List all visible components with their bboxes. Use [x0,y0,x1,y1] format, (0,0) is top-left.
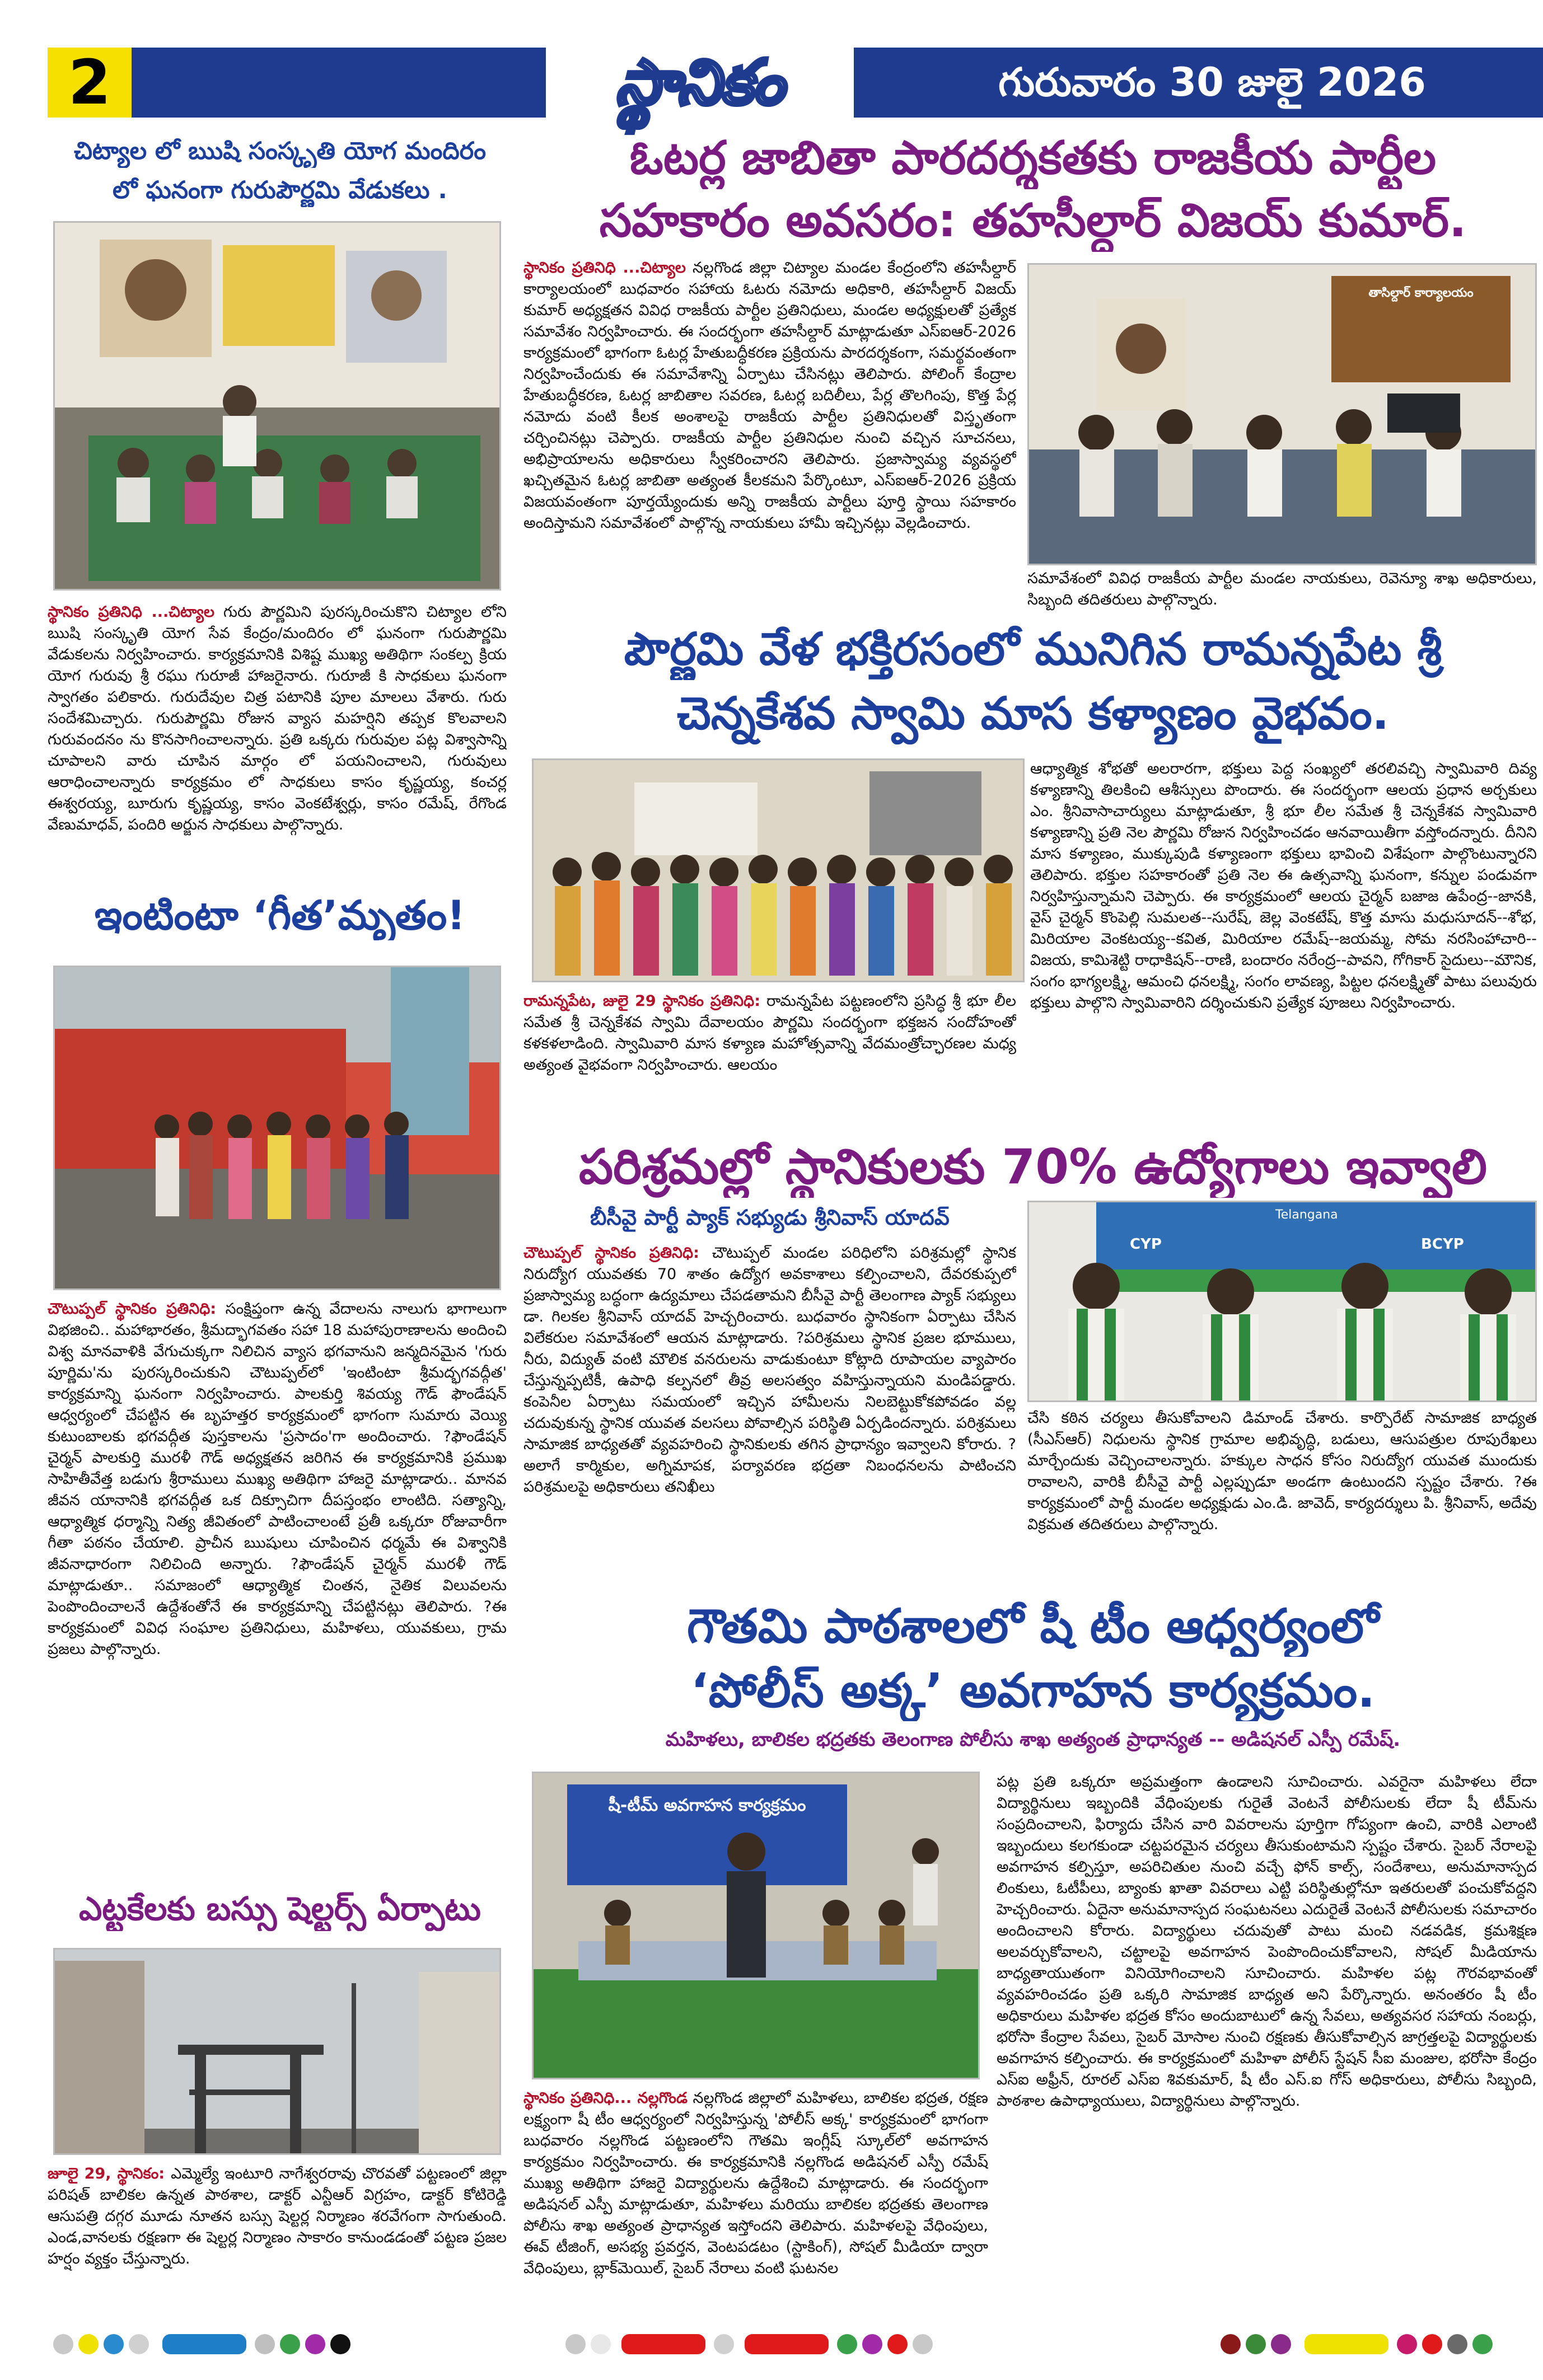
yoga-photo [53,221,501,591]
page-number: 2 [68,46,111,118]
bus-dateline: జూలై 29, స్థానికం: [48,2165,171,2182]
reg-bar [1304,2334,1388,2354]
reg-dot [53,2334,73,2354]
police-body-right: పట్ల ప్రతి ఒక్కరూ అప్రమత్తంగా ఉండాలని సూచించారు. ఎవరైనా మహిళలు లేదా విద్యార్థినులు ఇబ్బందికి వేధింపులకు గురైతే వెంటనే పోలీసులకు లేదా షీ టీమ్‌ను సంప్రదించాలని, ఫిర్యాదు చేసిన వారి వివరాలను పూర్తిగా గోప్యంగా ఉంచి, వారికి ఎలాంటి ఇబ్బందులు కలగకుండా చట్టపరమైన చర్యలు తీసుకుంటామని స్పష్టం చేశారు. సైబర్ నేరాలపై అవగాహన కల్పిస్తూ, అపరిచితుల నుంచి వచ్చే ఫోన్ కాల్స్, సందేశాలు, అనుమానాస్పద లింకులు, ఓటీపీలు, బ్యాంకు ఖాతా వివరాలు ఎట్టి పరిస్థితుల్లోనూ ఇతరులతో పంచుకోవద్దని హెచ్చరించారు. ఏదైనా అనుమానాస్పద సంఘటనలు ఎదురైతే వెంటనే పోలీసులకు సమాచారం అందించాలని కోరారు. విద్యార్థులు చదువుతో పాటు మంచి నడవడిక, క్రమశిక్షణ అలవర్చుకోవాలని, చట్టాలపై అవగాహన పెంపొందించుకోవాలని, సోషల్ మీడియాను బాధ్యతాయుతంగా వినియోగించాలని సూచించారు. మహిళల పట్ల గౌరవభావంతో వ్యవహరించడం ప్రతి ఒక్కరి సామాజిక బాధ్యత అని పేర్కొన్నారు. అనంతరం షీ టీం అధికారులు మహిళల భద్రత కోసం అందుబాటులో ఉన్న సేవలు, అత్యవసర సహాయ నంబర్లు, భరోసా కేంద్రాల సేవలు, సైబర్ మోసాల నుంచి రక్షణకు తీసుకోవాల్సిన జాగ్రత్తలపై విద్యార్థులకు అవగాహన కల్పించారు. ఈ కార్యక్రమంలో మహిళా పోలీస్ స్టేషన్ సీఐ మంజుల, భరోసా కేంద్రం ఎస్ఐ అఫ్రీన్, రూరల్ ఎస్ఐ శివకుమార్, షీ టీం ఎస్.ఐ గోస్ అధికారులు, పోలీసు సిబ్బంది, పాఠశాల ఉపాధ్యాయులు, విద్యార్థినులు పాల్గొన్నారు. [997,1773,1537,2110]
reg-dot [1447,2334,1467,2354]
temple-body-right: ఆధ్యాత్మిక శోభతో అలరారగా, భక్తులు పెద్ద సంఖ్యలో తరలివచ్చి స్వామివారి దివ్య కళ్యాణాన్ని తిలకించి ఆశీస్సులు పొందారు. ఈ సందర్భంగా ఆలయ ప్రధాన అర్చకులు ఎం. శ్రీనివాసాచార్యులు మాట్లాడుతూ, శ్రీ భూ లీల సమేత శ్రీ చెన్నకేశవ స్వామివారి కళ్యాణాన్ని ప్రతి నెల పౌర్ణమి రోజున నిర్వహించడం ఆనవాయితీగా వస్తోందన్నారు. దీనిని మాస కళ్యాణం, ముక్కుపుడి కళ్యాణంగా భక్తులు భావించి విశేషంగా పాల్గొంటున్నారని తెలిపారు. భక్తుల సహకారంతో ప్రతి నెల ఈ ఉత్సవాన్ని ఘనంగా, కన్నుల పండువగా నిర్వహిస్తున్నామని చెప్పారు. ఈ కార్యక్రమంలో ఆలయ చైర్మన్ బజాజ ఉపేంద్ర--జానకి, వైస్ చైర్మన్ కొంపెల్లి సుమలత--సురేష్, జెల్ల వెంకటేష్, కొత్త మాసు మధుసూదన్--శోభ, మిరియాల వెంకటయ్య--కవిత, మిరియాల రమేష్--జయమ్మ, సోమ నరసింహాచారి--విజయ, కామిశెట్టి రాధాకిషన్--రాణి, బందారం నరేంద్ర--పావని, గోగికార్ సైదులు--మౌనిక, సంగం భాగ్యలక్ష్మి, ఆమంచి ధనలక్ష్మి, సంగం లావణ్య, పిట్టల ధనలక్ష్మితో పాటు పలువురు భక్తులు పాల్గొని స్వామివారిని దర్శించుకుని ప్రత్యేక పూజలు నిర్వహించారు. [1030,760,1537,1011]
bus-body-main [48,2163,507,2315]
date-line: గురువారం 30 జులై 2026 [998,59,1426,105]
police-photo-illustration [534,1773,980,2079]
police-headline-1: గౌతమి పాఠశాలలో షీ టీం ఆధ్వర్యంలో [687,1599,1379,1653]
temple-headline-2: చెన్నకేశవ స్వామి మాస కళ్యాణం వైభవం. [676,687,1390,739]
police-dateline: స్థానికం ప్రతినిధి... నల్లగొండ [523,2089,688,2107]
reg-dot [1397,2334,1417,2354]
reg-bar [162,2334,246,2354]
reg-dot [1472,2334,1493,2354]
police-body-left [523,2088,988,2312]
reg-dot [913,2334,933,2354]
jobs-body-left [523,1243,1016,1584]
geeta-text: సంక్షిప్తంగా ఉన్న వేదాలను నాలుగు భాగాలుగా విభజించి.. మహాభారతం, శ్రీమద్భాగవతం సహా 18 మహాపురాణాలను అందించి విశ్వ మానవాళికి వేగుచుక్కగా నిలిచిన వ్యాస భగవానుని జన్మదినమైన 'గురు పూర్ణిమ'ను పురస్కరించుకుని చౌటుప్పల్‌లో 'ఇంటింటా శ్రీమద్భగవద్గీత' కార్యక్రమాన్ని ఘనంగా నిర్వహించారు. పాలకుర్తి శివయ్య గౌడ్ ఫౌండేషన్ ఆధ్వర్యంలో చేపట్టిన ఈ బృహత్తర కార్యక్రమంలో భాగంగా సుమారు వెయ్యి కుటుంబాలకు భగవద్గీత పుస్తకాలను 'ప్రసాదం'గా అందించారు. ?ఫౌండేషన్ చైర్మన్ పాలకుర్తి మురళీ గౌడ్ అధ్యక్షతన జరిగిన ఈ కార్యక్రమానికి ప్రముఖ సాహితీవేత్త బడుగు శ్రీరాములు ముఖ్య అతిథిగా హాజరై మాట్లాడారు.. మానవ జీవన యానానికి భగవద్గీత ఒక దిక్సూచిగా దీపస్తంభం లాంటిది. సత్యాన్ని, ఆధ్యాత్మిక ధర్మాన్ని నిత్య జీవితంలో పాటించాలంటే ప్రతీ ఒక్కరూ రోజువారీగా గీతా పఠనం చేయాలి. ప్రాచీన ఋషులు చూపించిన ధర్మమే ఈ విశ్వానికి జీవనాధారంగా నిలిచింది అన్నారు. ?ఫౌండేషన్ చైర్మన్ మురళీ గౌడ్ మాట్లాడుతూ.. సమాజంలో ఆధ్యాత్మిక చింతన, నైతిక విలువలను పెంపొందించాలనే ఉద్దేశంతోనే ఈ కార్యక్రమాన్ని చేపట్టినట్లు తెలిపారు. ?ఈ కార్యక్రమంలో వివిధ సంఘాల ప్రతినిధులు, మహిళలు, యువకులు, గ్రామ ప్రజలు పాల్గొన్నారు. [48,1300,507,1658]
bus-photo [53,1948,501,2155]
reg-dot [78,2334,99,2354]
yoga-photo-illustration [55,223,501,591]
voters-photo [1027,263,1537,565]
voters-body [523,257,1016,616]
temple-body-left [523,991,1016,1133]
temple-text-left: రామన్నపేట పట్టణంలోని ప్రసిద్ధ శ్రీ భూ లీల సమేత శ్రీ చెన్నకేశవ స్వామి దేవాలయం పౌర్ణమి సందర్భంగా భక్తజన సందోహంతో కళకళలాడింది. స్వామివారి మాస కళ్యాణ మహోత్సవాన్ని వేదమంత్రోచ్ఛారణల మధ్య అత్యంత వైభవంగా నిర్వహించారు. ఆలయం [523,992,1016,1074]
police-subhead: మహిళలు, బాలికల భద్రతకు తెలంగాణ పోలీసు శాఖ అత్యంత ప్రాధాన్యత -- అడిషనల్ ఎస్పీ రమేష్. [665,1728,1401,1751]
reg-dot [1221,2334,1241,2354]
geeta-photo-illustration [55,967,501,1290]
jobs-subhead: బీసీవై పార్టీ ప్యాక్ సభ్యుడు శ్రీనివాస్ యాదవ్ [590,1205,950,1230]
yoga-dateline: స్థానికం ప్రతినిధి ...చిట్యాల [48,603,214,621]
reg-dot [255,2334,275,2354]
reg-dot [887,2334,908,2354]
jobs-banner-label: Telangana [1275,1208,1338,1222]
voters-headline-1: ఓటర్ల జాబితా పారదర్శకతకు రాజకీయ పార్టీల [629,132,1437,185]
jobs-body-right: చేసి కఠిన చర్యలు తీసుకోవాలని డిమాండ్ చేశారు. కార్పొరేట్ సామాజిక బాధ్యత (సీఎస్ఆర్) నిధులను స్థానిక గ్రామాల అభివృద్ధి, బడులు, ఆసుపత్రుల రూపురేఖలు మార్చేందుకు వెచ్చించాలన్నారు. హక్కుల సాధన కోసం నిరుద్యోగ యువత ముందుకు రావాలని, వారికి బీసీవై పార్టీ ఎల్లప్పుడూ అండగా ఉంటుందని స్పష్టం చేశారు. ?ఈ కార్యక్రమంలో పార్టీ మండల అధ్యక్షుడు ఎం.డి. జావెద్, కార్యదర్శులు పి. శ్రీనివాస్, అదేవు విక్రమత తదితరులు పాల్గొన్నారు. [1027,1409,1537,1533]
reg-dot [280,2334,300,2354]
reg-dot [837,2334,857,2354]
yoga-text: గురు పౌర్ణమిని పురస్కరించుకొని చిట్యాల లోని ఋషి సంస్కృతి యోగ సేవ కేంద్రం/మందిరం లో ఘనంగా గురుపౌర్ణమి వేడుకలను నిర్వహించారు. కార్యక్రమానికి విశిష్ట ముఖ్య అతిథిగా సంకల్ప క్రియ యోగ గురువు శ్రీ రఘు గురూజీ హాజరైనారు. గురూజీ కి సాధకులు ఘనంగా స్వాగతం పలికారు. గురుదేవుల చిత్ర పటానికి పూల మాలలు వేశారు. గురు సందేశమిచ్చారు. గురుపౌర్ణమి రోజున వ్యాస మహర్షిని తప్పక కొలవాలని గురువందనం ను కొనసాగించాలన్నారు. ప్రతి ఒక్కరు గురువుల పట్ల విశ్వాసాన్ని చూపాలని వారు చూపిన మార్గం లో పయనించాలని, గురువులు ఆరాధించాలన్నారు కార్యక్రమం లో సాధకులు కాసం కృష్ణయ్య, కంచర్ల ఈశ్వరయ్య, బూరుగు కృష్ణయ్య, కాసం వెంకటేశ్వర్లు, కాసం రమేష్, రేగొండ వేణుమాధవ్, పందిరి అర్జున సాధకులు పాల్గొన్నారు. [48,603,507,833]
yoga-body [48,602,507,876]
bus-text: ఎమ్మెల్యే ఇంటూరి నాగేశ్వరరావు చొరవతో పట్టణంలో జిల్లా పరిషత్ బాలికల ఉన్నత పాఠశాల, డాక్టర్ ఎన్టీఆర్ విగ్రహం, డాక్టర్ కోటిరెడ్డి ఆసుపత్రి దగ్గర మూడు నూతన బస్సు షెల్టర్ల నిర్మాణం శరవేగంగా సాగుతుంది. ఎండ,వానలకు రక్షణగా ఈ షెల్టర్ల నిర్మాణం సాకారం కానుండడంతో పట్టణ ప్రజల హర్షం వ్యక్తం చేస్తున్నారు. [48,2165,507,2267]
voters-dateline: స్థానికం ప్రతినిధి ...చిట్యాల [523,259,686,277]
reg-dot [129,2334,149,2354]
temple-headline-1: పౌర్ణమి వేళ భక్తిరసంలో మునిగిన రామన్నపేట శ్రీ [624,623,1442,675]
voters-caption: సమావేశంలో వివిధ రాజకీయ పార్టీల మండల నాయకులు, రెవెన్యూ శాఖ అధికారులు, సిబ్బంది తదితరులు పాల్గొన్నారు. [1027,570,1537,608]
paper-name-logo: స్థానికం [615,46,784,118]
temple-dateline: రామన్నపేట, జులై 29 స్థానికం ప్రతినిధి: [523,992,760,1010]
reg-bar [745,2334,829,2354]
reg-dot [714,2334,734,2354]
office-sign: తాసిల్దార్ కార్యాలయం [1368,286,1474,300]
police-banner-text: షీ-టీమ్ అవగాహన కార్యక్రమం [608,1796,806,1815]
yoga-headline-2: లో ఘనంగా గురుపౌర్ణమి వేడుకలు . [113,176,447,204]
jobs-photo [1027,1201,1537,1402]
reg-bar [621,2334,705,2354]
geeta-photo [53,966,501,1290]
reg-dot [591,2334,611,2354]
voters-headline-2: సహకారం అవసరం: తహసీల్దార్ విజయ్ కుమార్. [599,194,1467,247]
jobs-photo-illustration [1029,1202,1537,1402]
reg-dot [1422,2334,1442,2354]
temple-photo [532,758,1025,982]
police-photo [532,1772,980,2079]
voters-photo-illustration [1029,265,1537,565]
bus-headline: ఎట్టకేలకు బస్సు షెల్టర్స్ ఏర్పాటు [78,1890,481,1928]
geeta-headline: ఇంటింటా ‘గీత’మృతం! [94,892,466,939]
jobs-text-left: చౌటుప్పల్ మండల పరిధిలోని పరిశ్రమల్లో స్థానిక నిరుద్యోగ యువతకు 70 శాతం ఉద్యోగ అవకాశాలు కల్పించాలని, దేవరకుప్పలో ప్రజాస్వామ్య బద్ధంగా ఉద్యమాలు చేపడతామని బీసీవై పార్టీ తెలంగాణ ప్యాక్ సభ్యులు డా. గిలకల శ్రీనివాస్ యాదవ్ హెచ్చరించారు. బుధవారం స్థానికంగా ఏర్పాటు చేసిన విలేకరుల సమావేశంలో ఆయన మాట్లాడారు. ?పరిశ్రమలు స్థానిక ప్రజల భూములు, నీరు, విద్యుత్ వంటి మౌలిక వనరులను వాడుకుంటూ కోట్లాది రూపాయల వ్యాపారం చేస్తున్నప్పటికీ, ఉపాధి కల్పనలో తీవ్ర అలసత్వం వహిస్తున్నాయని మండిపడ్డారు. కంపెనీల ఏర్పాటు సమయంలో ఇచ్చిన హామీలను నిలబెట్టుకోకపోవడం వల్ల చదువుకున్న స్థానిక యువత వలసలు పోవాల్సిన పరిస్థితి ఏర్పడిందన్నారు. పరిశ్రమలు సామాజిక బాధ్యతతో వ్యవహరించి స్థానికులకు తగిన ప్రాధాన్యం ఇవ్వాలని కోరారు. ?అలాగే కార్మికుల, అగ్నిమాపక, పర్యావరణ భద్రతా నిబంధనలను పాటించని పరిశ్రమలపై అధికారులు తనిఖీలు [523,1244,1016,1496]
reg-dot [862,2334,882,2354]
reg-dot [1271,2334,1291,2354]
yoga-headline-1: చిట్యాల లో ఋషి సంస్కృతి యోగ మందిరం [73,137,487,165]
jobs-banner-label-3: CYP [1130,1236,1162,1253]
police-headline-2: ‘పోలీస్ అక్క’ అవగాహన కార్యక్రమం. [690,1663,1376,1718]
reg-dot [305,2334,325,2354]
jobs-banner-label-2: BCYP [1421,1236,1464,1253]
bus-photo-illustration [55,1950,501,2155]
reg-dot [565,2334,586,2354]
geeta-dateline: చౌటుప్పల్ స్థానికం ప్రతినిధి: [48,1300,217,1318]
voters-text: నల్లగొండ జిల్లా చిట్యాల మండల కేంద్రంలోని తహసీల్దార్ కార్యాలయంలో బుధవారం సహాయ ఓటరు నమోదు అధికారి, తహసీల్దార్ విజయ్ కుమార్ అధ్యక్షతన వివిధ రాజకీయ పార్టీల ప్రతినిధులు, మండల అధ్యక్షులతో ప్రత్యేక సమావేశం నిర్వహించారు. ఈ సందర్భంగా తహసీల్దార్ మాట్లాడుతూ ఎస్ఐఆర్-2026 కార్యక్రమంలో భాగంగా ఓటర్ల హేతుబద్ధీకరణ ప్రక్రియను పారదర్శకంగా, సమర్థవంతంగా నిర్వహించేందుకు ఈ సమావేశాన్ని ఏర్పాటు చేసినట్లు తెలిపారు. పోలింగ్ కేంద్రాల హేతుబద్ధీకరణ, ఓటర్ల జాబితాల సవరణ, ఓటర్ల బదిలీలు, పేర్ల తొలగింపు, కొత్త పేర్ల నమోదు వంటి కీలక అంశాలపై రాజకీయ పార్టీల ప్రతినిధులతో విస్తృతంగా చర్చించినట్లు చెప్పారు. రాజకీయ పార్టీల ప్రతినిధుల నుంచి వచ్చిన సూచనలు, అభిప్రాయాలను అధికారులు స్వీకరించారని తెలిపారు. ప్రజాస్వామ్య వ్యవస్థలో ఖచ్చితమైన ఓటర్ల జాబితా అత్యంత కీలకమని పేర్కొంటూ, ఎస్ఐఆర్-2026 ప్రక్రియ విజయవంతంగా పూర్తయ్యేందుకు అన్ని రాజకీయ పార్టీలు పూర్తి స్థాయి సహకారం అందిస్తామని సమావేశంలో పాల్గొన్న నాయకులు హామీ ఇచ్చినట్లు వెల్లడించారు. [523,259,1016,532]
jobs-headline: పరిశ్రమల్లో స్థానికులకు 70% ఉద్యోగాలు ఇవ్వాలి [578,1139,1488,1195]
reg-dot [330,2334,350,2354]
geeta-body [48,1299,507,1875]
reg-dot [1246,2334,1266,2354]
temple-photo-illustration [534,760,1025,982]
reg-dot [104,2334,124,2354]
police-text-left: నల్లగొండ జిల్లాలో మహిళలు, బాలికల భద్రత, రక్షణ లక్ష్యంగా షీ టీం ఆధ్వర్యంలో నిర్వహిస్తున్న 'పోలీస్ అక్క' కార్యక్రమంలో భాగంగా బుధవారం నల్లగొండ పట్టణంలోని గౌతమి ఇంగ్లీష్ స్కూల్‌లో అవగాహన కార్యక్రమం నిర్వహించారు. ఈ కార్యక్రమానికి నల్లగొండ అడిషనల్ ఎస్పీ రమేష్ ముఖ్య అతిథిగా హాజరై విద్యార్థులను ఉద్దేశించి మాట్లాడారు. ఈ సందర్భంగా అడిషనల్ ఎస్పీ మాట్లాడుతూ, మహిళలు మరియు బాలికల భద్రతకు తెలంగాణ పోలీసు శాఖ అత్యంత ప్రాధాన్యత ఇస్తోందని తెలిపారు. మహిళలపై వేధింపులు, ఈవ్ టీజింగ్, అసభ్య ప్రవర్తన, వెంటపడటం (స్టాకింగ్), సోషల్ మీడియా ద్వారా వేధింపులు, బ్లాక్‌మెయిల్, సైబర్ నేరాలు వంటి ఘటనల [523,2089,988,2277]
jobs-dateline: చౌటుప్పల్ స్థానికం ప్రతినిధి: [523,1244,699,1262]
